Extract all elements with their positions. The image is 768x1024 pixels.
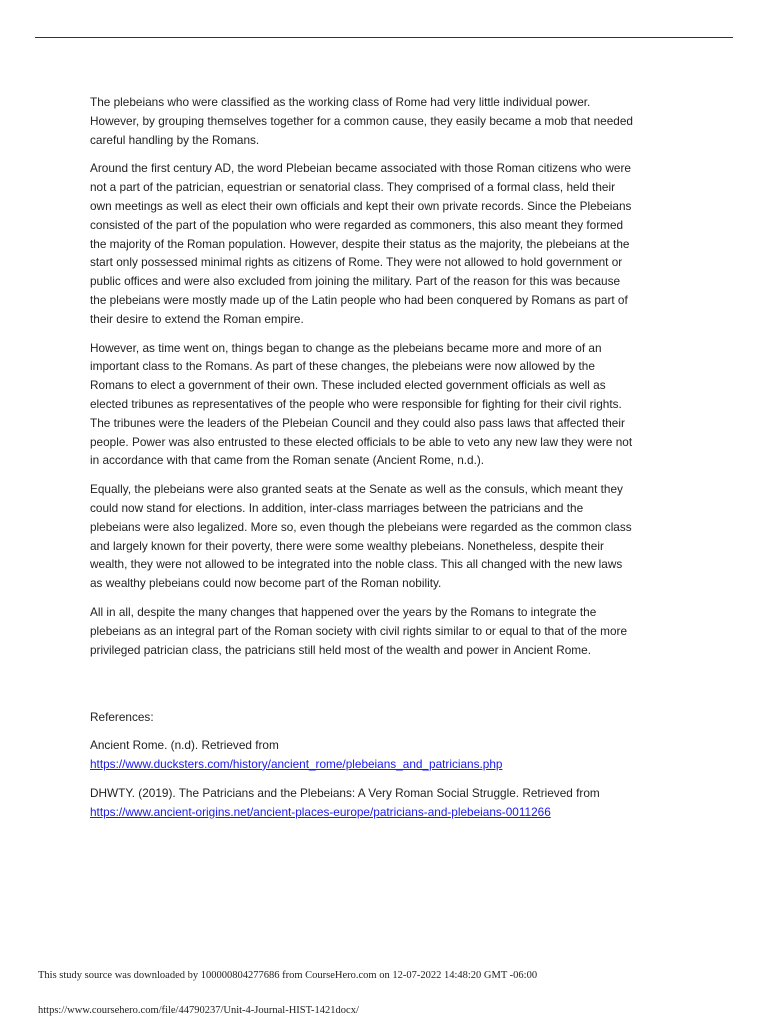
paragraph <box>90 480 690 593</box>
paragraph <box>90 339 690 471</box>
paragraph-line: the plebeians were mostly made up of the Latin people who had been conquered by Romans as part of <box>90 292 628 307</box>
paragraph-line: own meetings as well as elect their own officials and kept their own private records. Since the Plebeians <box>90 198 632 213</box>
references-heading: References: <box>90 710 154 725</box>
paragraph-line: However, as time went on, things began to change as the plebeians became more and more of an <box>90 340 602 355</box>
paragraph-line: not a part of the patrician, equestrian or senatorial class. They comprised of a formal class, held their <box>90 180 616 195</box>
source-url: https://www.coursehero.com/file/44790237/Unit-4-Journal-HIST-1421docx/ <box>38 1005 359 1016</box>
paragraph-line: However, by grouping themselves together for a common cause, they easily became a mob that needed <box>90 113 633 128</box>
paragraph-line: The tribunes were the leaders of the Plebeian Council and they could also pass laws that affected their <box>90 415 625 430</box>
paragraphs <box>90 93 690 659</box>
paragraph-line: plebeians as an integral part of the Roman society with civil rights similar to or equal to that of the more <box>90 623 628 638</box>
paragraph-line: consisted of the part of the population who were regarded as commoners, this also meant they formed <box>90 217 624 232</box>
reference-item <box>90 736 690 774</box>
paragraph <box>90 93 690 149</box>
paragraph <box>90 159 690 328</box>
paragraph-line: important class to the Romans. As part of these changes, the plebeians were now allowed by the <box>90 359 595 374</box>
paragraph-line: careful handling by the Romans. <box>90 132 260 147</box>
paragraph-line: Around the first century AD, the word Plebeian became associated with those Roman citizens who were <box>90 161 631 176</box>
paragraph-line: All in all, despite the many changes that happened over the years by the Romans to integrate the <box>90 604 597 619</box>
paragraph-line: their desire to extend the Roman empire. <box>90 311 304 326</box>
paragraph-line: people. Power was also entrusted to these elected officials to be able to veto any new law they were not <box>90 434 633 449</box>
paragraph-line: Romans to elect a government of their own. These included elected government officials as well as <box>90 378 606 393</box>
paragraph-line: Equally, the plebeians were also granted seats at the Senate as well as the consuls, which meant they <box>90 482 623 497</box>
paragraph-line: privileged patrician class, the patricians still held most of the wealth and power in Ancient Rome. <box>90 642 591 657</box>
download-notice: This study source was downloaded by 100000804277686 from CourseHero.com on 12-07-2022 14:48:20 GMT -06:00 <box>38 970 538 981</box>
paragraph-line: wealth, they were not allowed to be integrated into the noble class. This all changed with the new laws <box>90 557 623 572</box>
paragraph-line: elected tribunes as representatives of the people who were responsible for fighting for their civil rights. <box>90 396 622 411</box>
header-divider <box>35 37 733 38</box>
reference-text: Ancient Rome. (n.d). Retrieved from <box>90 738 279 753</box>
paragraph-line: the majority of the Roman population. However, despite their status as the majority, the plebeians at the <box>90 236 630 251</box>
reference-text: DHWTY. (2019). The Patricians and the Plebeians: A Very Roman Social Struggle. Retrieved from <box>90 785 600 800</box>
paragraph-line: start only possessed minimal rights as citizens of Rome. They were not allowed to hold government or <box>90 255 623 270</box>
paragraph-line: as wealthy plebeians could now become part of the Roman nobility. <box>90 576 442 591</box>
reference-link[interactable]: https://www.ancient-origins.net/ancient-places-europe/patricians-and-plebeians-0011266 <box>90 804 551 819</box>
paragraph-line: could now stand for elections. In addition, inter-class marriages between the patricians and the <box>90 500 584 515</box>
paragraph-line: and largely known for their poverty, there were some wealthy plebeians. Nonetheless, despite their <box>90 538 604 553</box>
paragraph-line: in accordance with that came from the Roman senate (Ancient Rome, n.d.). <box>90 453 485 468</box>
reference-link[interactable]: https://www.ducksters.com/history/ancient_rome/plebeians_and_patricians.php <box>90 756 503 771</box>
paragraph-line: public offices and were also excluded from joining the military. Part of the reason for this was because <box>90 274 621 289</box>
paragraph-line: The plebeians who were classified as the working class of Rome had very little individual power. <box>90 95 591 109</box>
document-body <box>90 93 690 831</box>
reference-item <box>90 784 690 822</box>
paragraph-line: plebeians were also legalized. More so, even though the plebeians were regarded as the common class <box>90 519 632 534</box>
paragraph <box>90 603 690 659</box>
